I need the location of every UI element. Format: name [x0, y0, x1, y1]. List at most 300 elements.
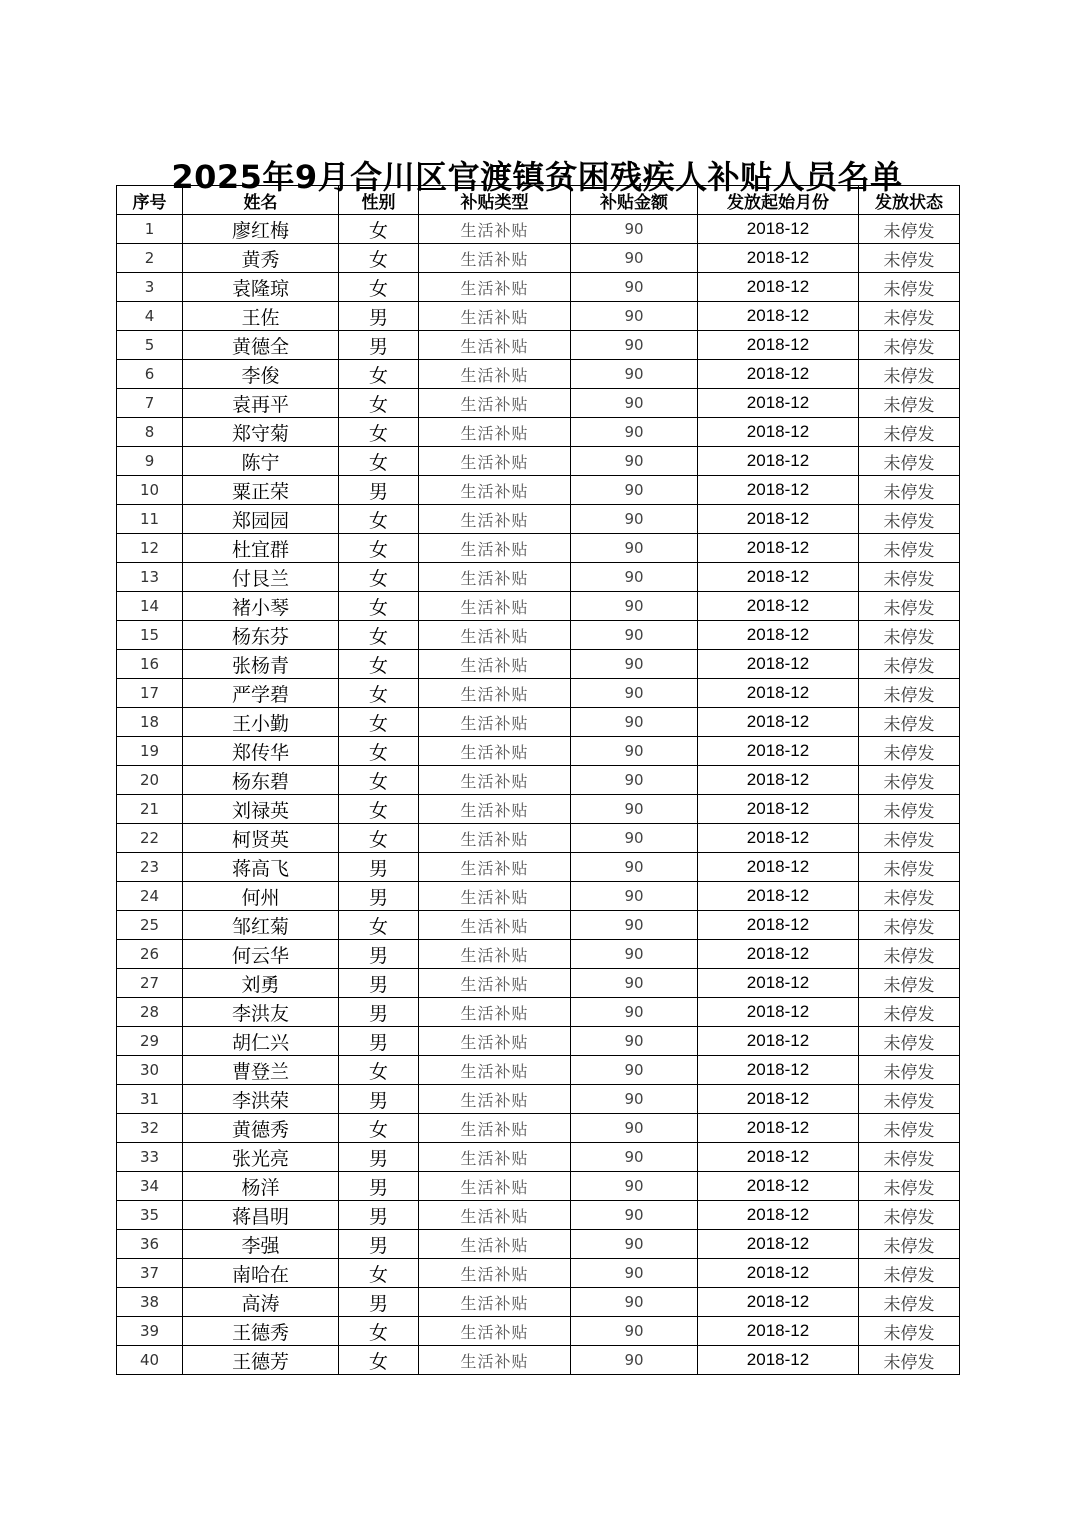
cell-gender: 女 — [339, 1056, 419, 1085]
table-row — [117, 360, 960, 389]
cell-subsidy-type: 生活补贴 — [419, 1259, 571, 1288]
cell-seq: 36 — [117, 1230, 183, 1259]
table-row — [117, 273, 960, 302]
cell-name: 王德秀 — [183, 1317, 339, 1346]
cell-start-month: 2018-12 — [698, 1114, 859, 1143]
cell-start-month: 2018-12 — [698, 215, 859, 244]
cell-seq: 30 — [117, 1056, 183, 1085]
header-name: 姓名 — [183, 186, 339, 215]
cell-subsidy-type: 生活补贴 — [419, 215, 571, 244]
cell-gender: 男 — [339, 940, 419, 969]
page-title: 2025年9月合川区官渡镇贫困残疾人补贴人员名单 — [171, 158, 903, 197]
cell-gender: 女 — [339, 418, 419, 447]
cell-gender: 男 — [339, 1230, 419, 1259]
cell-status: 未停发 — [859, 650, 960, 679]
cell-subsidy-amount: 90 — [571, 998, 698, 1027]
cell-name: 付艮兰 — [183, 563, 339, 592]
cell-name: 陈宁 — [183, 447, 339, 476]
cell-subsidy-amount: 90 — [571, 940, 698, 969]
cell-status: 未停发 — [859, 273, 960, 302]
table-row — [117, 447, 960, 476]
cell-subsidy-amount: 90 — [571, 911, 698, 940]
cell-seq: 25 — [117, 911, 183, 940]
cell-status: 未停发 — [859, 360, 960, 389]
cell-gender: 男 — [339, 1288, 419, 1317]
cell-status: 未停发 — [859, 795, 960, 824]
cell-subsidy-type: 生活补贴 — [419, 1172, 571, 1201]
cell-status: 未停发 — [859, 418, 960, 447]
cell-gender: 女 — [339, 1346, 419, 1375]
cell-gender: 女 — [339, 563, 419, 592]
cell-status: 未停发 — [859, 302, 960, 331]
cell-status: 未停发 — [859, 1317, 960, 1346]
table-row — [117, 1056, 960, 1085]
cell-seq: 18 — [117, 708, 183, 737]
cell-subsidy-amount: 90 — [571, 737, 698, 766]
cell-subsidy-type: 生活补贴 — [419, 679, 571, 708]
cell-subsidy-amount: 90 — [571, 563, 698, 592]
cell-seq: 20 — [117, 766, 183, 795]
cell-subsidy-amount: 90 — [571, 1201, 698, 1230]
cell-name: 胡仁兴 — [183, 1027, 339, 1056]
cell-gender: 女 — [339, 273, 419, 302]
table-body — [117, 215, 960, 1375]
cell-status: 未停发 — [859, 882, 960, 911]
cell-start-month: 2018-12 — [698, 505, 859, 534]
cell-name: 袁隆琼 — [183, 273, 339, 302]
cell-subsidy-amount: 90 — [571, 679, 698, 708]
cell-status: 未停发 — [859, 1259, 960, 1288]
cell-name: 黄德全 — [183, 331, 339, 360]
table-row — [117, 737, 960, 766]
cell-start-month: 2018-12 — [698, 1085, 859, 1114]
cell-status: 未停发 — [859, 389, 960, 418]
cell-subsidy-type: 生活补贴 — [419, 766, 571, 795]
cell-gender: 女 — [339, 505, 419, 534]
cell-name: 刘禄英 — [183, 795, 339, 824]
table-row — [117, 824, 960, 853]
table-row — [117, 882, 960, 911]
cell-gender: 女 — [339, 621, 419, 650]
header-gender: 性别 — [339, 186, 419, 215]
cell-subsidy-amount: 90 — [571, 534, 698, 563]
cell-seq: 29 — [117, 1027, 183, 1056]
cell-subsidy-type: 生活补贴 — [419, 563, 571, 592]
cell-name: 柯贤英 — [183, 824, 339, 853]
cell-start-month: 2018-12 — [698, 447, 859, 476]
cell-seq: 27 — [117, 969, 183, 998]
cell-gender: 女 — [339, 592, 419, 621]
table-row — [117, 1346, 960, 1375]
cell-subsidy-amount: 90 — [571, 592, 698, 621]
cell-start-month: 2018-12 — [698, 563, 859, 592]
cell-seq: 13 — [117, 563, 183, 592]
cell-gender: 女 — [339, 708, 419, 737]
cell-seq: 21 — [117, 795, 183, 824]
cell-seq: 31 — [117, 1085, 183, 1114]
cell-seq: 35 — [117, 1201, 183, 1230]
table-row — [117, 476, 960, 505]
cell-start-month: 2018-12 — [698, 534, 859, 563]
cell-gender: 男 — [339, 1201, 419, 1230]
cell-seq: 3 — [117, 273, 183, 302]
cell-name: 廖红梅 — [183, 215, 339, 244]
cell-subsidy-amount: 90 — [571, 795, 698, 824]
cell-subsidy-amount: 90 — [571, 1085, 698, 1114]
cell-subsidy-type: 生活补贴 — [419, 360, 571, 389]
table-row — [117, 1317, 960, 1346]
cell-seq: 5 — [117, 331, 183, 360]
cell-status: 未停发 — [859, 1230, 960, 1259]
cell-subsidy-type: 生活补贴 — [419, 592, 571, 621]
cell-subsidy-type: 生活补贴 — [419, 302, 571, 331]
cell-start-month: 2018-12 — [698, 940, 859, 969]
cell-subsidy-type: 生活补贴 — [419, 418, 571, 447]
cell-subsidy-type: 生活补贴 — [419, 1288, 571, 1317]
header-status: 发放状态 — [859, 186, 960, 215]
cell-status: 未停发 — [859, 1172, 960, 1201]
cell-name: 高涛 — [183, 1288, 339, 1317]
cell-gender: 女 — [339, 650, 419, 679]
cell-name: 郑园园 — [183, 505, 339, 534]
cell-seq: 4 — [117, 302, 183, 331]
cell-subsidy-amount: 90 — [571, 650, 698, 679]
cell-status: 未停发 — [859, 911, 960, 940]
cell-subsidy-type: 生活补贴 — [419, 476, 571, 505]
cell-subsidy-amount: 90 — [571, 1143, 698, 1172]
cell-gender: 男 — [339, 1172, 419, 1201]
cell-subsidy-type: 生活补贴 — [419, 882, 571, 911]
cell-status: 未停发 — [859, 766, 960, 795]
cell-seq: 26 — [117, 940, 183, 969]
cell-status: 未停发 — [859, 679, 960, 708]
cell-subsidy-amount: 90 — [571, 447, 698, 476]
cell-start-month: 2018-12 — [698, 1317, 859, 1346]
cell-start-month: 2018-12 — [698, 1288, 859, 1317]
cell-status: 未停发 — [859, 1201, 960, 1230]
cell-name: 李洪友 — [183, 998, 339, 1027]
table-row — [117, 708, 960, 737]
cell-start-month: 2018-12 — [698, 1172, 859, 1201]
cell-name: 杨东芬 — [183, 621, 339, 650]
table-row — [117, 302, 960, 331]
cell-gender: 女 — [339, 447, 419, 476]
cell-status: 未停发 — [859, 331, 960, 360]
cell-subsidy-amount: 90 — [571, 708, 698, 737]
cell-seq: 22 — [117, 824, 183, 853]
cell-name: 张光亮 — [183, 1143, 339, 1172]
cell-name: 严学碧 — [183, 679, 339, 708]
cell-gender: 男 — [339, 302, 419, 331]
header-seq: 序号 — [117, 186, 183, 215]
cell-name: 蒋昌明 — [183, 1201, 339, 1230]
table-row — [117, 853, 960, 882]
cell-seq: 39 — [117, 1317, 183, 1346]
cell-subsidy-type: 生活补贴 — [419, 1114, 571, 1143]
cell-status: 未停发 — [859, 1114, 960, 1143]
cell-start-month: 2018-12 — [698, 853, 859, 882]
cell-seq: 19 — [117, 737, 183, 766]
cell-subsidy-type: 生活补贴 — [419, 940, 571, 969]
cell-subsidy-type: 生活补贴 — [419, 1317, 571, 1346]
cell-seq: 11 — [117, 505, 183, 534]
cell-subsidy-type: 生活补贴 — [419, 1027, 571, 1056]
cell-start-month: 2018-12 — [698, 795, 859, 824]
cell-subsidy-amount: 90 — [571, 273, 698, 302]
cell-seq: 12 — [117, 534, 183, 563]
cell-start-month: 2018-12 — [698, 1259, 859, 1288]
cell-gender: 男 — [339, 969, 419, 998]
cell-gender: 男 — [339, 331, 419, 360]
cell-status: 未停发 — [859, 737, 960, 766]
cell-gender: 女 — [339, 824, 419, 853]
cell-name: 杨东碧 — [183, 766, 339, 795]
cell-name: 张杨青 — [183, 650, 339, 679]
cell-subsidy-type: 生活补贴 — [419, 737, 571, 766]
cell-subsidy-type: 生活补贴 — [419, 273, 571, 302]
cell-gender: 女 — [339, 1114, 419, 1143]
cell-subsidy-amount: 90 — [571, 331, 698, 360]
cell-name: 李洪荣 — [183, 1085, 339, 1114]
cell-start-month: 2018-12 — [698, 1346, 859, 1375]
cell-gender: 女 — [339, 1259, 419, 1288]
cell-subsidy-amount: 90 — [571, 853, 698, 882]
cell-name: 南哈在 — [183, 1259, 339, 1288]
table-row — [117, 940, 960, 969]
table-row — [117, 592, 960, 621]
cell-name: 何州 — [183, 882, 339, 911]
cell-gender: 女 — [339, 679, 419, 708]
cell-start-month: 2018-12 — [698, 273, 859, 302]
cell-status: 未停发 — [859, 592, 960, 621]
cell-seq: 37 — [117, 1259, 183, 1288]
cell-gender: 男 — [339, 998, 419, 1027]
cell-gender: 女 — [339, 360, 419, 389]
cell-gender: 男 — [339, 1027, 419, 1056]
cell-gender: 男 — [339, 853, 419, 882]
cell-status: 未停发 — [859, 1346, 960, 1375]
cell-subsidy-type: 生活补贴 — [419, 389, 571, 418]
cell-name: 袁再平 — [183, 389, 339, 418]
table-row — [117, 998, 960, 1027]
cell-start-month: 2018-12 — [698, 476, 859, 505]
cell-subsidy-type: 生活补贴 — [419, 1346, 571, 1375]
cell-status: 未停发 — [859, 476, 960, 505]
cell-start-month: 2018-12 — [698, 621, 859, 650]
table-row — [117, 650, 960, 679]
table-row — [117, 215, 960, 244]
cell-seq: 16 — [117, 650, 183, 679]
cell-seq: 6 — [117, 360, 183, 389]
cell-subsidy-amount: 90 — [571, 766, 698, 795]
cell-subsidy-amount: 90 — [571, 969, 698, 998]
cell-gender: 男 — [339, 1085, 419, 1114]
cell-name: 李俊 — [183, 360, 339, 389]
cell-gender: 女 — [339, 766, 419, 795]
cell-status: 未停发 — [859, 1085, 960, 1114]
header-subsidy-amount: 补贴金额 — [571, 186, 698, 215]
cell-start-month: 2018-12 — [698, 679, 859, 708]
cell-name: 黄德秀 — [183, 1114, 339, 1143]
cell-name: 褚小琴 — [183, 592, 339, 621]
cell-name: 王德芳 — [183, 1346, 339, 1375]
cell-seq: 15 — [117, 621, 183, 650]
cell-subsidy-type: 生活补贴 — [419, 447, 571, 476]
cell-subsidy-amount: 90 — [571, 1346, 698, 1375]
cell-subsidy-amount: 90 — [571, 244, 698, 273]
cell-status: 未停发 — [859, 505, 960, 534]
table-row — [117, 389, 960, 418]
cell-seq: 32 — [117, 1114, 183, 1143]
cell-status: 未停发 — [859, 940, 960, 969]
cell-start-month: 2018-12 — [698, 331, 859, 360]
cell-name: 郑传华 — [183, 737, 339, 766]
cell-subsidy-type: 生活补贴 — [419, 534, 571, 563]
cell-seq: 40 — [117, 1346, 183, 1375]
cell-gender: 女 — [339, 737, 419, 766]
table-row — [117, 766, 960, 795]
cell-name: 郑守菊 — [183, 418, 339, 447]
cell-gender: 女 — [339, 1317, 419, 1346]
cell-seq: 2 — [117, 244, 183, 273]
cell-gender: 男 — [339, 476, 419, 505]
cell-start-month: 2018-12 — [698, 1056, 859, 1085]
cell-start-month: 2018-12 — [698, 418, 859, 447]
cell-name: 杜宜群 — [183, 534, 339, 563]
cell-seq: 23 — [117, 853, 183, 882]
cell-status: 未停发 — [859, 969, 960, 998]
cell-subsidy-amount: 90 — [571, 302, 698, 331]
cell-subsidy-type: 生活补贴 — [419, 708, 571, 737]
cell-subsidy-amount: 90 — [571, 360, 698, 389]
cell-start-month: 2018-12 — [698, 360, 859, 389]
cell-name: 粟正荣 — [183, 476, 339, 505]
cell-name: 刘勇 — [183, 969, 339, 998]
cell-status: 未停发 — [859, 853, 960, 882]
cell-seq: 28 — [117, 998, 183, 1027]
cell-subsidy-amount: 90 — [571, 1230, 698, 1259]
cell-subsidy-type: 生活补贴 — [419, 853, 571, 882]
cell-status: 未停发 — [859, 708, 960, 737]
cell-gender: 男 — [339, 1143, 419, 1172]
cell-subsidy-type: 生活补贴 — [419, 1201, 571, 1230]
cell-subsidy-amount: 90 — [571, 824, 698, 853]
table-row — [117, 1143, 960, 1172]
cell-name: 何云华 — [183, 940, 339, 969]
table-row — [117, 795, 960, 824]
cell-start-month: 2018-12 — [698, 244, 859, 273]
cell-start-month: 2018-12 — [698, 766, 859, 795]
cell-subsidy-amount: 90 — [571, 1056, 698, 1085]
cell-start-month: 2018-12 — [698, 969, 859, 998]
cell-seq: 1 — [117, 215, 183, 244]
table-row — [117, 1027, 960, 1056]
cell-seq: 17 — [117, 679, 183, 708]
cell-subsidy-amount: 90 — [571, 882, 698, 911]
cell-name: 王佐 — [183, 302, 339, 331]
cell-subsidy-amount: 90 — [571, 476, 698, 505]
cell-seq: 7 — [117, 389, 183, 418]
cell-start-month: 2018-12 — [698, 302, 859, 331]
cell-subsidy-amount: 90 — [571, 1288, 698, 1317]
cell-subsidy-amount: 90 — [571, 1172, 698, 1201]
cell-start-month: 2018-12 — [698, 1143, 859, 1172]
cell-name: 蒋高飞 — [183, 853, 339, 882]
cell-subsidy-type: 生活补贴 — [419, 505, 571, 534]
cell-subsidy-type: 生活补贴 — [419, 621, 571, 650]
cell-start-month: 2018-12 — [698, 592, 859, 621]
cell-subsidy-amount: 90 — [571, 505, 698, 534]
cell-subsidy-amount: 90 — [571, 215, 698, 244]
table-row — [117, 534, 960, 563]
cell-subsidy-amount: 90 — [571, 1317, 698, 1346]
cell-gender: 女 — [339, 911, 419, 940]
cell-seq: 33 — [117, 1143, 183, 1172]
cell-start-month: 2018-12 — [698, 650, 859, 679]
cell-gender: 男 — [339, 882, 419, 911]
cell-start-month: 2018-12 — [698, 1201, 859, 1230]
cell-start-month: 2018-12 — [698, 998, 859, 1027]
cell-status: 未停发 — [859, 824, 960, 853]
table-row — [117, 621, 960, 650]
table-row — [117, 418, 960, 447]
cell-status: 未停发 — [859, 1027, 960, 1056]
cell-subsidy-amount: 90 — [571, 389, 698, 418]
cell-status: 未停发 — [859, 447, 960, 476]
table-row — [117, 505, 960, 534]
cell-status: 未停发 — [859, 215, 960, 244]
cell-subsidy-type: 生活补贴 — [419, 650, 571, 679]
table-row — [117, 563, 960, 592]
cell-subsidy-type: 生活补贴 — [419, 795, 571, 824]
cell-seq: 14 — [117, 592, 183, 621]
table-header — [117, 186, 960, 215]
cell-subsidy-amount: 90 — [571, 1027, 698, 1056]
cell-seq: 8 — [117, 418, 183, 447]
cell-subsidy-type: 生活补贴 — [419, 1230, 571, 1259]
cell-subsidy-type: 生活补贴 — [419, 911, 571, 940]
cell-start-month: 2018-12 — [698, 911, 859, 940]
cell-name: 李强 — [183, 1230, 339, 1259]
cell-subsidy-type: 生活补贴 — [419, 1143, 571, 1172]
cell-subsidy-type: 生活补贴 — [419, 331, 571, 360]
table-row — [117, 911, 960, 940]
table-row — [117, 1114, 960, 1143]
cell-subsidy-amount: 90 — [571, 621, 698, 650]
cell-name: 曹登兰 — [183, 1056, 339, 1085]
cell-status: 未停发 — [859, 563, 960, 592]
table-row — [117, 679, 960, 708]
cell-seq: 10 — [117, 476, 183, 505]
cell-seq: 24 — [117, 882, 183, 911]
cell-subsidy-type: 生活补贴 — [419, 244, 571, 273]
table-row — [117, 1085, 960, 1114]
cell-status: 未停发 — [859, 534, 960, 563]
cell-gender: 女 — [339, 534, 419, 563]
cell-gender: 女 — [339, 215, 419, 244]
cell-seq: 38 — [117, 1288, 183, 1317]
cell-name: 黄秀 — [183, 244, 339, 273]
header-subsidy-type: 补贴类型 — [419, 186, 571, 215]
cell-status: 未停发 — [859, 1056, 960, 1085]
table-row — [117, 1172, 960, 1201]
table-row — [117, 1230, 960, 1259]
cell-subsidy-amount: 90 — [571, 1259, 698, 1288]
table-row — [117, 244, 960, 273]
subsidy-roster-table — [116, 185, 960, 1375]
cell-seq: 34 — [117, 1172, 183, 1201]
table-row — [117, 1259, 960, 1288]
